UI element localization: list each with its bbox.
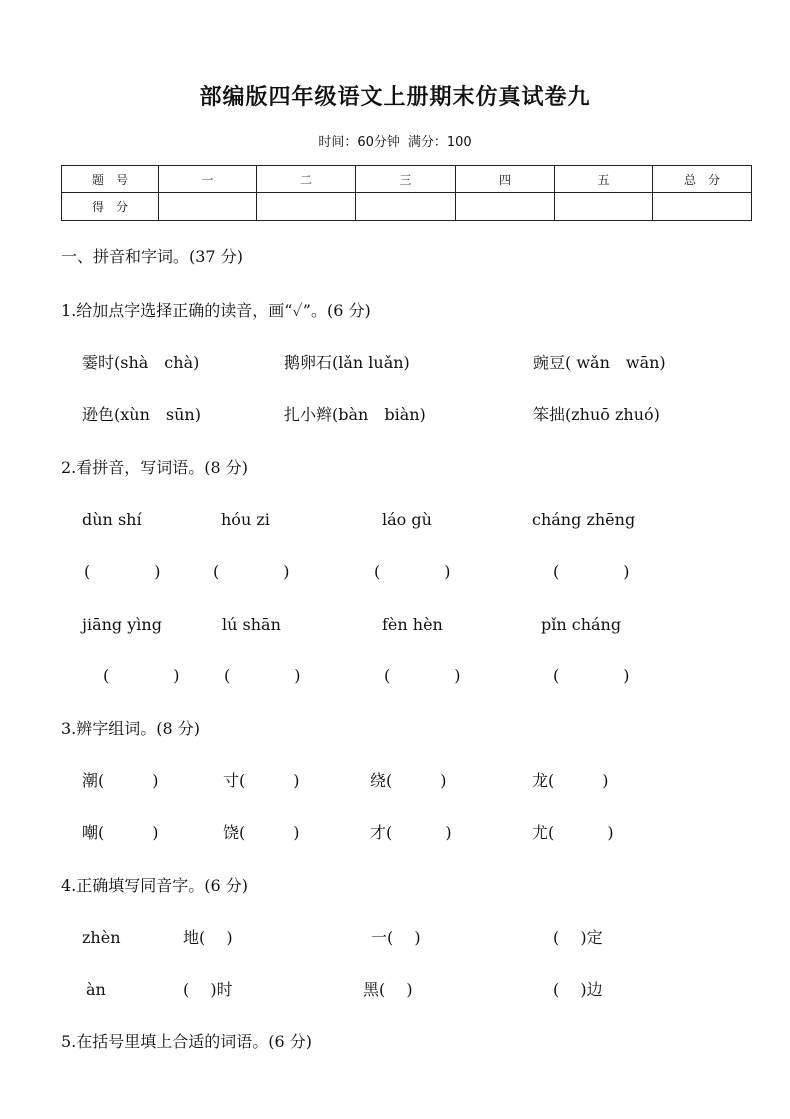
- q4-item[interactable]: ( )定: [553, 928, 603, 947]
- q3-item[interactable]: 绕( ): [370, 771, 447, 790]
- score-table: [61, 165, 752, 221]
- q3-item[interactable]: 饶( ): [223, 823, 300, 842]
- score-row-label: 得 分: [62, 193, 159, 221]
- q2-pinyin: dùn shí: [82, 510, 142, 529]
- q2-pinyin: hóu zi: [221, 510, 270, 529]
- q1-item[interactable]: 鹅卵石(lǎn luǎn): [284, 353, 410, 372]
- q2-pinyin: pǐn cháng: [541, 615, 622, 634]
- q3-item[interactable]: 嘲( ): [82, 823, 159, 842]
- q2-pinyin: fèn hèn: [382, 615, 443, 634]
- answer-blank[interactable]: ( ): [374, 562, 451, 581]
- header-cell-3: 三: [356, 166, 456, 193]
- header-cell-label: 题 号: [62, 166, 159, 193]
- exam-title: 部编版四年级语文上册期末仿真试卷九: [199, 85, 591, 110]
- q3-item[interactable]: 潮( ): [82, 771, 159, 790]
- q4-item[interactable]: 一( ): [371, 928, 421, 947]
- time-limit: 时间：60分钟: [318, 135, 400, 150]
- q4-item[interactable]: 地( ): [183, 928, 233, 947]
- q4-pinyin: zhèn: [82, 928, 121, 947]
- score-cell-1[interactable]: [159, 193, 257, 221]
- q3-item[interactable]: 龙( ): [532, 771, 609, 790]
- q2-pinyin: lú shān: [222, 615, 281, 634]
- answer-blank[interactable]: ( ): [84, 562, 161, 581]
- answer-blank[interactable]: ( ): [553, 562, 630, 581]
- q3-item[interactable]: 尤( ): [532, 823, 614, 842]
- q3-item[interactable]: 寸( ): [223, 771, 300, 790]
- header-cell-5: 五: [555, 166, 653, 193]
- score-cell-4[interactable]: [456, 193, 555, 221]
- score-cell-5[interactable]: [555, 193, 653, 221]
- q2-heading: 2.看拼音，写词语。(8 分): [61, 458, 249, 477]
- score-cell-3[interactable]: [356, 193, 456, 221]
- q1-heading: 1.给加点字选择正确的读音，画“✓”。(6 分): [61, 301, 371, 320]
- q2-pinyin: láo gù: [382, 510, 432, 529]
- q5-heading: 5.在括号里填上合适的词语。(6 分): [61, 1032, 313, 1051]
- q4-heading: 4.正确填写同音字。(6 分): [61, 876, 249, 895]
- score-cell-2[interactable]: [257, 193, 356, 221]
- answer-blank[interactable]: ( ): [103, 666, 180, 685]
- exam-meta: [0, 131, 790, 150]
- q4-item[interactable]: ( )边: [553, 980, 603, 999]
- header-cell-total: 总 分: [653, 166, 752, 193]
- section-1-heading: 一、拼音和字词。(37 分): [61, 247, 243, 266]
- q4-item[interactable]: ( )时: [183, 980, 233, 999]
- answer-blank[interactable]: ( ): [213, 562, 290, 581]
- score-table-score-row: [62, 193, 752, 221]
- answer-blank[interactable]: ( ): [224, 666, 301, 685]
- header-cell-2: 二: [257, 166, 356, 193]
- score-table-header-row: [62, 166, 752, 193]
- answer-blank[interactable]: ( ): [553, 666, 630, 685]
- q3-heading: 3.辨字组词。(8 分): [61, 719, 201, 738]
- q2-pinyin: cháng zhēng: [532, 510, 636, 529]
- q2-pinyin: jiāng yìng: [82, 615, 162, 634]
- q1-item[interactable]: 豌豆( wǎn wān): [533, 353, 666, 372]
- header-cell-1: 一: [159, 166, 257, 193]
- q1-item[interactable]: 笨拙(zhuō zhuó): [533, 405, 660, 424]
- q3-item[interactable]: 才( ): [370, 823, 452, 842]
- full-score: 满分：100: [407, 135, 472, 150]
- q1-item[interactable]: 扎小辫(bàn biàn): [284, 405, 426, 424]
- score-cell-total[interactable]: [653, 193, 752, 221]
- q1-item[interactable]: 逊色(xùn sūn): [82, 405, 201, 424]
- q1-item[interactable]: 霎时(shà chà): [82, 353, 200, 372]
- header-cell-4: 四: [456, 166, 555, 193]
- answer-blank[interactable]: ( ): [384, 666, 461, 685]
- q4-item[interactable]: 黑( ): [363, 980, 413, 999]
- q4-pinyin: àn: [86, 980, 106, 999]
